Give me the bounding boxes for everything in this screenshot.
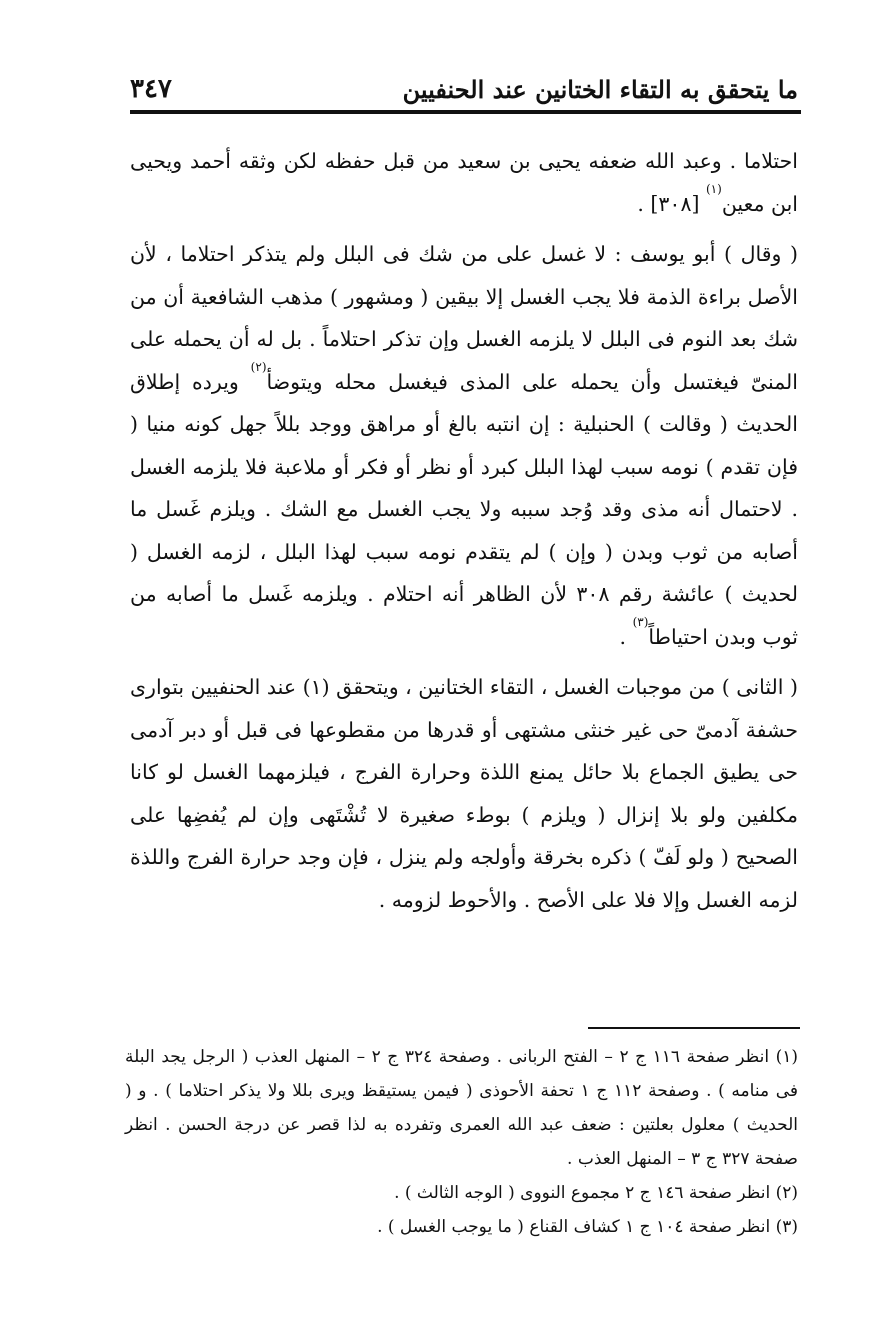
- main-text: [130, 140, 798, 921]
- paragraph-text: ويرده إطلاق الحديث ( وقالت ) الحنبلية : إن انتبه بالغ أو مراهق ووجد بللاً جهل كونه منيا ( فإن تقدم ) نومه سبب لهذا البلل كبرد أو نظر أو فكر أو ملاعبة فلا يلزمه الغسل . لاحتمال أنه مذى وقد وُجد سببه ولا يجب الغسل مع الشك . ويلزم غَسل ما أصابه من ثوب وبدن ( وإن ) لم يتقدم نومه سبب لهذا البلل ، لزمه الغسل ( لحديث ) عائشة رقم ٣٠٨ لأن الظاهر أنه احتلام . ويلزمه غَسل ما أصابه من ثوب وبدن احتياطاً: [130, 369, 798, 649]
- footnotes: [125, 1040, 798, 1244]
- page-number: ٣٤٧: [130, 74, 172, 104]
- footnote-rule: [588, 1027, 800, 1029]
- footnote: (٢) انظر صفحة ١٤٦ ج ٢ مجموع النووى ( الوجه الثالث ) .: [394, 1183, 798, 1203]
- header-rule: [130, 110, 801, 114]
- paragraph: [130, 140, 798, 225]
- paragraph-text: ( الثانى ) من موجبات الغسل ، التقاء الختانين ، ويتحقق (١) عند الحنفيين بتوارى حشفة آدمىّ حى غير خنثى مشتهى أو قدرها من مقطوعها فى قبل أو دبر آدمى حى يطيق الجماع بلا حائل يمنع اللذة وحرارة الفرج ، فيلزمهما الغسل لو كانا مكلفين ولو بلا إنزال ( ويلزم ) بوطء صغيرة لا تُشْتَهى وإن لم يُفضِها على الصحيح ( ولو لَفّ ) ذكره بخرقة وأولجه ولم ينزل ، فإن وجد حرارة الفرج واللذة لزمه الغسل وإلا فلا على الأصح . والأحوط لزومه .: [130, 675, 798, 912]
- running-title: ما يتحقق به التقاء الختانين عند الحنفيين: [402, 75, 798, 104]
- paragraph-text: ( وقال ) أبو يوسف : لا غسل على من شك فى البلل ولم يتذكر احتلاما ، لأن الأصل براءة الذمة فلا يجب الغسل إلا بيقين ( ومشهور ) مذهب الشافعية أن من شك بعد النوم فى البلل لا يلزمه الغسل وإن تذكر احتلاماً . بل له أن يحمله على المنىّ فيغتسل وأن يحمله على المذى فيغسل محله ويتوضأ: [130, 242, 798, 394]
- footnote: (٣) انظر صفحة ١٠٤ ج ١ كشاف القناع ( ما يوجب الغسل ) .: [377, 1217, 798, 1237]
- paragraph-text: احتلاما . وعبد الله ضعفه يحيى بن سعيد من قبل حفظه لكن وثقه أحمد ويحيى ابن معين: [130, 149, 798, 216]
- page-header: [130, 60, 798, 104]
- footnote-marker: (١): [705, 181, 722, 196]
- footnote-marker: (٢): [250, 359, 267, 374]
- paragraph-text: [٣٠٨] .: [637, 191, 706, 216]
- paragraph-text: .: [619, 624, 633, 649]
- paragraph: [130, 233, 798, 658]
- paragraph: [130, 666, 798, 921]
- footnote: (١) انظر صفحة ١١٦ ج ٢ – الفتح الربانى . وصفحة ٣٢٤ ج ٢ – المنهل العذب ( الرجل يجد البلة فى منامه ) . وصفحة ١١٢ ج ١ تحفة الأحوذى ( فيمن يستيقظ ويرى بللا ولا يذكر احتلاما ) . و ( الحديث ) معلول بعلتين : ضعف عبد الله العمرى وتفرده به لذا قصر عن درجة الحسن . انظر صفحة ٣٢٧ ج ٣ – المنهل العذب .: [125, 1047, 799, 1169]
- footnote-marker: (٣): [632, 614, 649, 629]
